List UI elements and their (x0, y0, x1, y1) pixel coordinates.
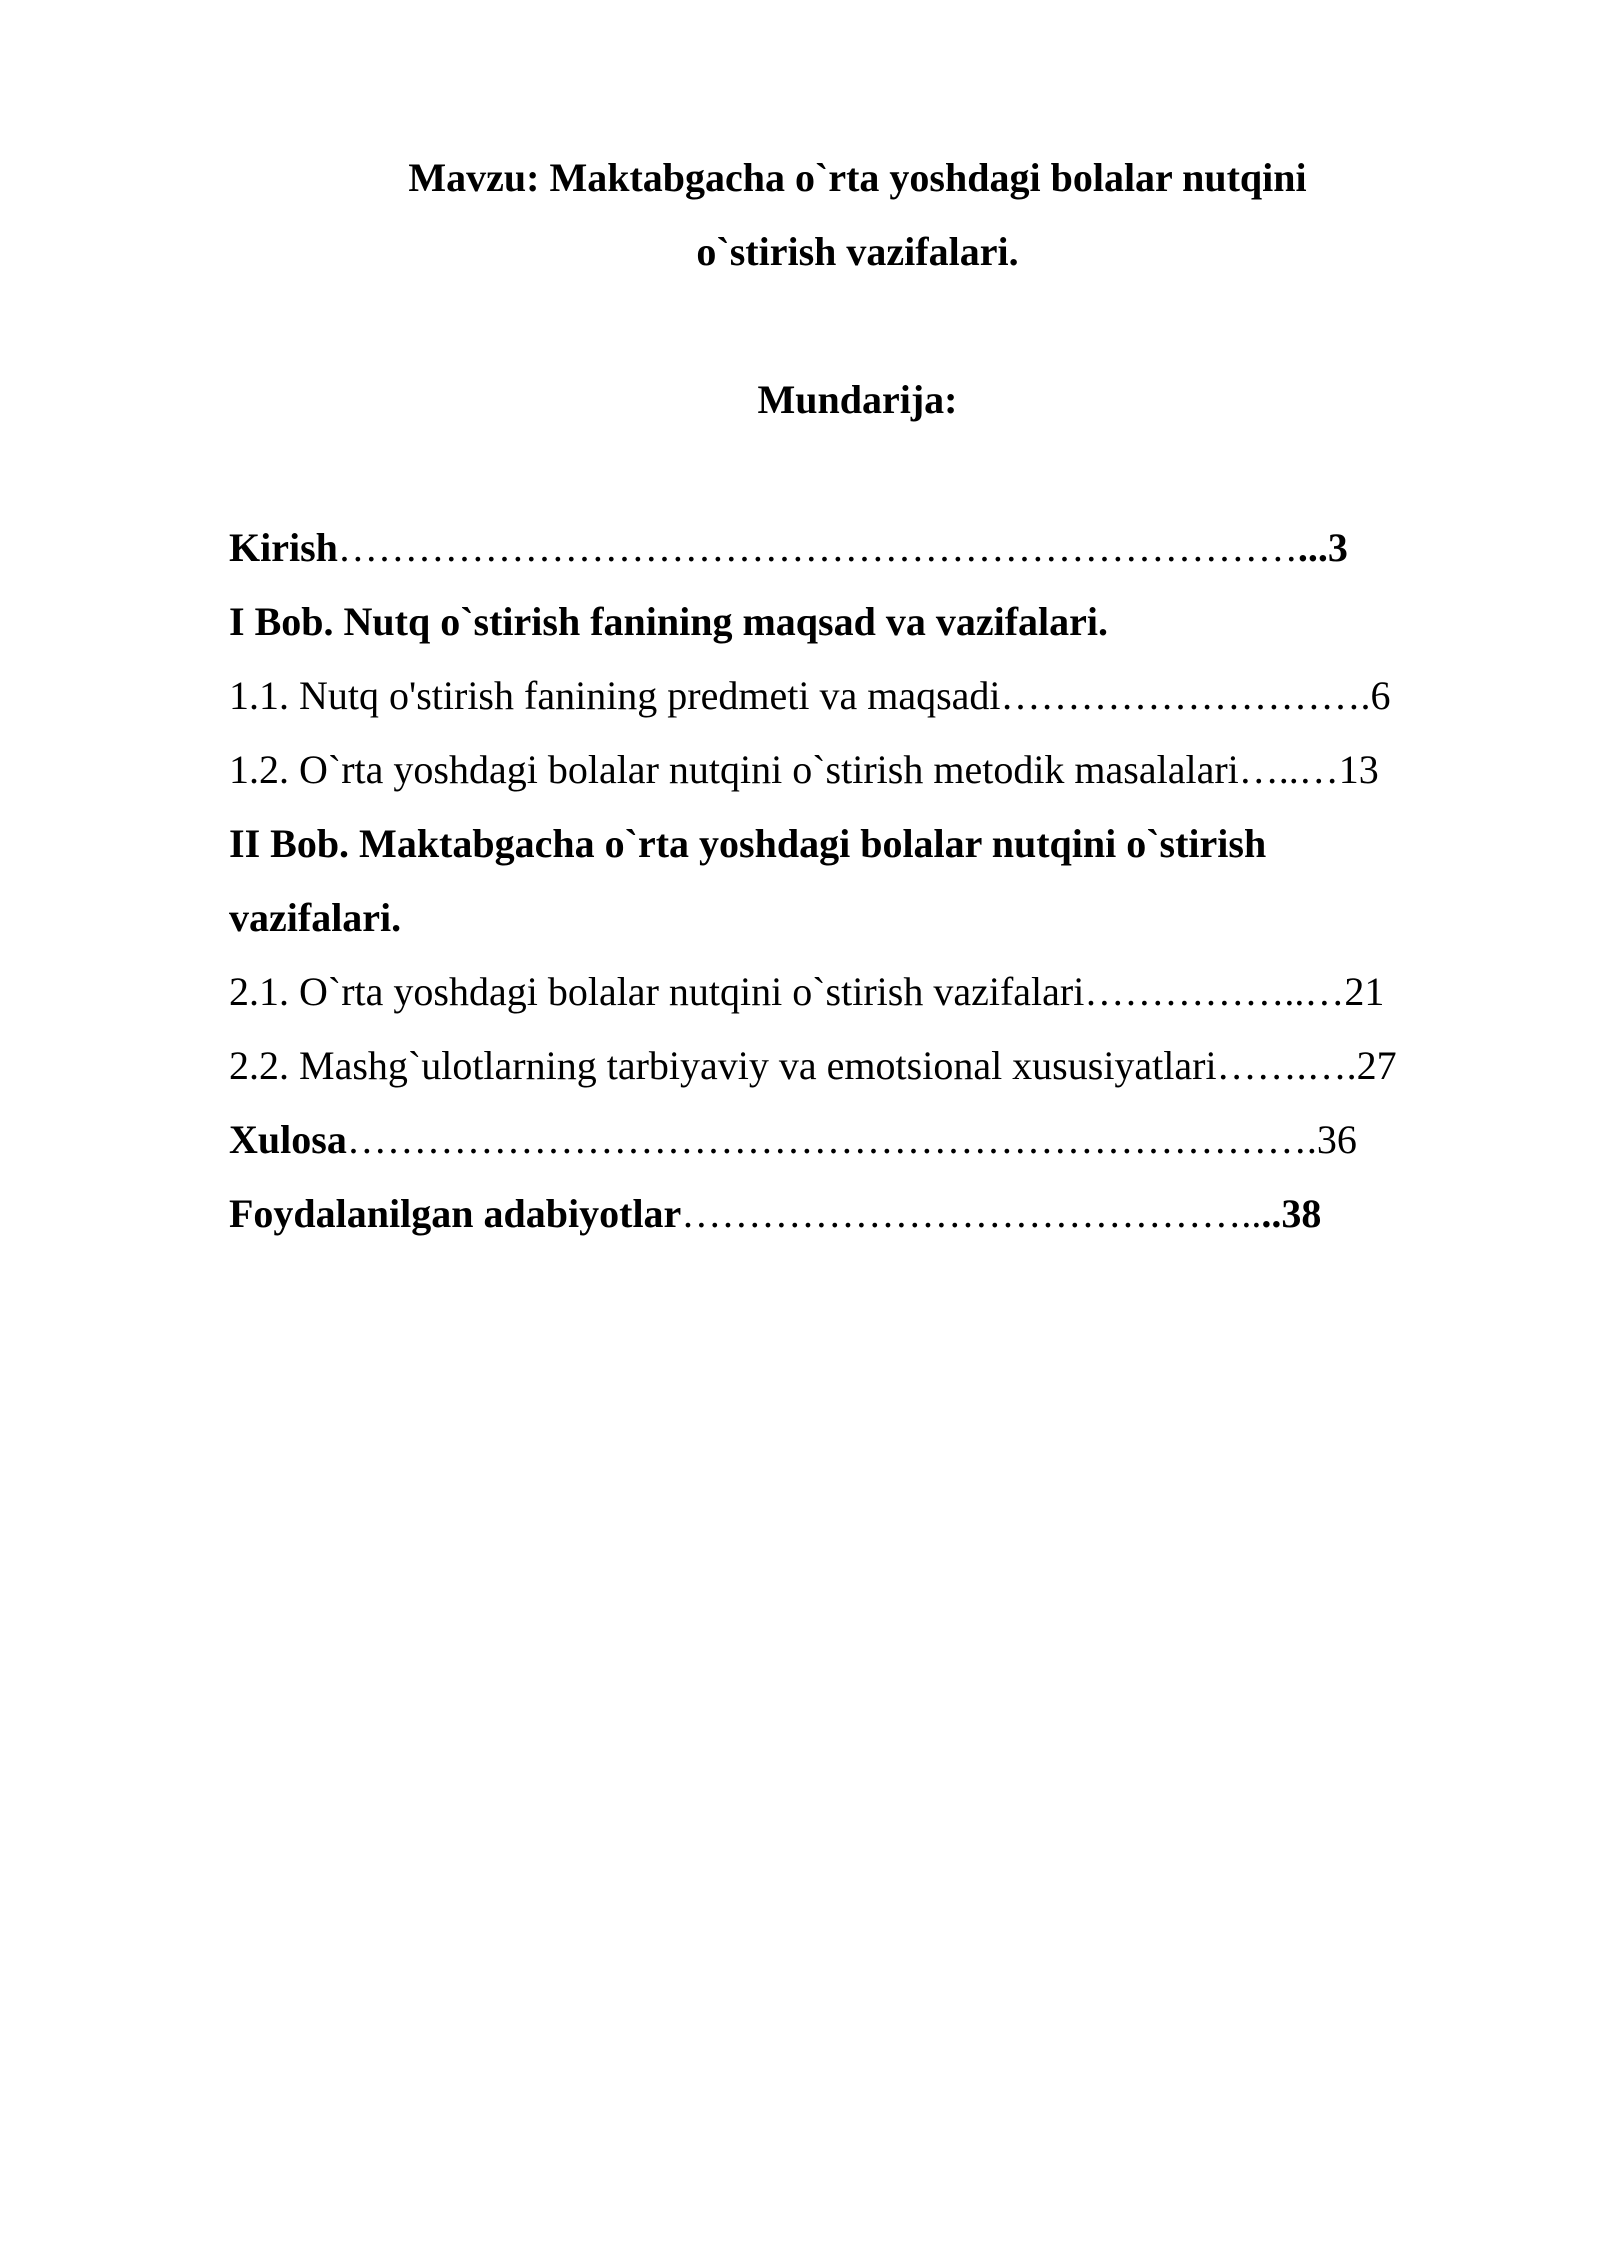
toc-leader-dots: …..… (1238, 747, 1339, 792)
toc-entry-xulosa[interactable] (229, 1116, 1489, 1190)
toc-leader-dots: ………………………………………………………………. (346, 1117, 1317, 1162)
toc-entry-label: vazifalari. (229, 895, 402, 940)
toc-page-number: 27 (1356, 1043, 1397, 1088)
toc-entry-label: I Bob. Nutq o`stirish fanining maqsad va vazifalari. (229, 599, 1109, 644)
table-of-contents (229, 524, 1489, 1264)
document-title-line-1: Mavzu: Maktabgacha o`rta yoshdagi bolalar nutqini (408, 155, 1307, 200)
toc-page-number: 21 (1344, 969, 1385, 1014)
toc-entry-label: 2.1. O`rta yoshdagi bolalar nutqini o`stirish vazifalari (229, 969, 1085, 1014)
toc-entry-chapter-2[interactable] (229, 820, 1489, 894)
toc-leader-dots: ……………..… (1084, 969, 1345, 1014)
toc-entry-label: Kirish (229, 525, 338, 570)
toc-entry-1-2[interactable] (229, 746, 1489, 820)
toc-page-number: 36 (1316, 1117, 1357, 1162)
toc-page-number: 6 (1370, 673, 1391, 718)
document-title-line-2: o`stirish vazifalari. (696, 229, 1019, 274)
toc-entry-label: Xulosa (229, 1117, 347, 1162)
toc-entry-chapter-2-continued (229, 894, 1489, 968)
toc-entry-label: Foydalanilgan adabiyotlar (229, 1191, 682, 1236)
toc-leader-dots: …………………………………….. (681, 1191, 1262, 1236)
toc-entry-2-1[interactable] (229, 968, 1489, 1042)
toc-page-number: ..38 (1261, 1191, 1322, 1236)
toc-entry-label: 1.2. O`rta yoshdagi bolalar nutqini o`stirish metodik masalalari (229, 747, 1239, 792)
toc-entry-chapter-1[interactable] (229, 598, 1489, 672)
toc-entry-label: 1.1. Nutq o'stirish fanining predmeti va maqsadi (229, 673, 1001, 718)
toc-entry-label: 2.2. Mashg`ulotlarning tarbiyaviy va emotsional xususiyatlari (229, 1043, 1217, 1088)
toc-entry-adabiyotlar[interactable] (229, 1190, 1489, 1264)
toc-page-number: ...3 (1297, 525, 1348, 570)
toc-page-number: 13 (1338, 747, 1379, 792)
toc-leader-dots: ……………………………………………………………… (337, 525, 1298, 570)
toc-leader-dots: …….…. (1216, 1043, 1357, 1088)
toc-entry-2-2[interactable] (229, 1042, 1489, 1116)
toc-leader-dots: ………………………. (1000, 673, 1371, 718)
toc-entry-label: II Bob. Maktabgacha o`rta yoshdagi bolalar nutqini o`stirish (229, 821, 1267, 866)
toc-entry-kirish[interactable] (229, 524, 1489, 598)
toc-entry-1-1[interactable] (229, 672, 1489, 746)
toc-heading: Mundarija: (757, 377, 958, 422)
